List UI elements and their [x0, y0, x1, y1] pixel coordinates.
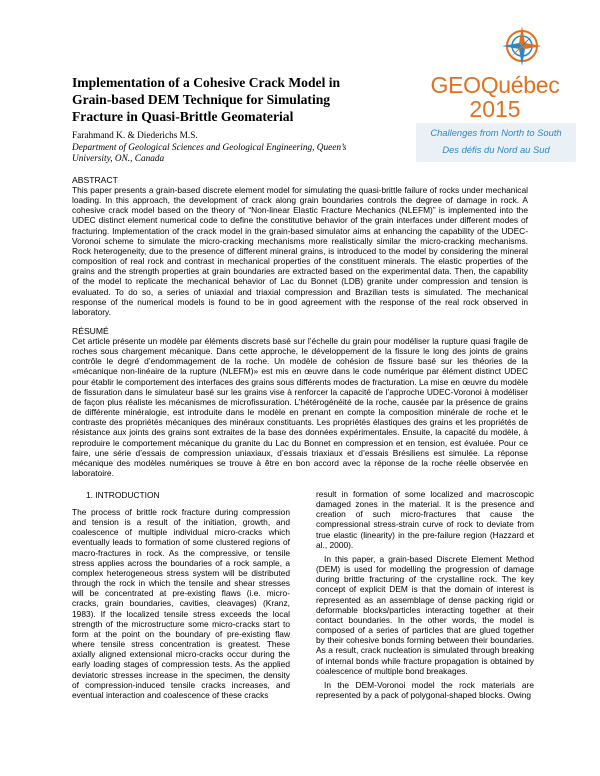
- title-line: Implementation of a Cohesive Crack Model in: [72, 75, 341, 90]
- abstract-heading: ABSTRACT: [72, 175, 118, 185]
- author-block: [72, 131, 372, 166]
- resume-heading: RÉSUMÉ: [72, 326, 109, 336]
- introduction-heading: 1. INTRODUCTION: [86, 490, 160, 500]
- authors: Farahmand K. & Diederichs M.S.: [72, 131, 198, 141]
- title-line: Grain-based DEM Technique for Simulating: [72, 92, 331, 107]
- tagline-en: Challenges from North to South: [430, 127, 562, 138]
- paper-title: [72, 74, 372, 125]
- paragraph: In this paper, a grain-based Discrete Element Method (DEM) is used for modelling the progression of damage during brittle fracturing of the crystalline rock. The key concept of explicit DEM is that the domain of interest is represented as an assemblage of dense packing rigid or deformable blocks/particles interacting together at their contact boundaries. In the other words, the model is composed of a series of particles that are glued together by their cohesive bonds forming between their boundaries. As a result, crack nucleation is simulated through breaking of internal bonds while fracture propagation is obtained by coalescence of multiple bond breakages.: [316, 553, 534, 676]
- paragraph: In the DEM-Voronoi model the rock materials are represented by a pack of polygonal-shaped blocks. Owing: [316, 679, 534, 700]
- logo-name: GEOQuébec: [430, 72, 560, 98]
- paragraph: The process of brittle rock fracture during compression and tension is a result of the initiation, growth, and coalescence of multiple individual micro-cracks which eventually leads to formation of some clustered regions of macro-fractures in rock. As the compressive, or tensile stress applies across the boundaries of a rock sample, a complex heterogeneous stress system will be distributed through the rock in which the tensile and shear stresses will be concentrated at pre-existing flaws (i.e. micro-cracks, grain boundaries, cavities, cleavages) (Kranz, 1983). If the localized tensile stress exceeds the local strength of the microstructure some micro-cracks start to form at the point on the boundary of pre-existing flaw where tensile stress concentration is greatest. These axially aligned extensional micro-cracks occur during the early loading stages of compression tests. As the applied deviatoric stresses increase in the specimen, the density of compression-induced tensile cracks increases, and eventual interaction and coalescence of these cracks: [72, 507, 290, 700]
- left-column: [72, 507, 290, 704]
- logo-year: 2015: [469, 96, 521, 122]
- affiliation: Department of Geological Sciences and Geological Engineering, Queen’s University, ON., Canada: [72, 142, 347, 164]
- title-line: Fracture in Quasi-Brittle Geomaterial: [72, 109, 294, 124]
- resume-text: Cet article présente un modèle par éléments discrets basé sur l’échelle du grain pour modéliser la rupture quasi fragile de roches sous chargement mécanique. Dans cette approche, le développement de la fissure le long des joints de grains contrôle le degré d’endommagement de la roche. Un modèle de cohésion de fissure basé sur les théories de la «mécanique non-linéaire de la rupture (NLEFM)» est mis en œuvre dans le code numérique par élément distinct UDEC pour établir le comportement des interfaces des grains sous différents modes de fracturation. La mise en œuvre du modèle de fissuration dans le simulateur basé sur les grains vise à renforcer la capacité de l’approche UDEC-Voronoi à modéliser de façon plus réaliste les mécanismes de microfissuration. L’hétérogénéité de la roche, causée par la présence de grains de différente minéralogie, est introduite dans le modèle en prenant en compte la composition minérale de roche et le contraste des propriétés mécaniques des minéraux constituants. Les propriétés élastiques des grains et les propriétés de résistance aux joints des grains sont extraites de la base des données expérimentales. Ensuite, la capacité du modèle, à reproduire le comportement mécanique du granite du Lac du Bonnet en compression et en tension, est évaluée. Pour ce faire, une série d’essais de compression uniaxiaux, d’essais triaxiaux et d’essais Brésiliens est simulée. La réponse mécanique des modèles numériques se trouve à être en bon accord avec la réponse de la roche réelle observée en laboratoire.: [72, 336, 528, 479]
- paragraph: result in formation of some localized and macroscopic damaged zones in the material. It is the presence and creation of such micro-fractures that cause the compressional stress-strain curve of rock to deviate from true elastic (linearity) in the pre-failure region (Hazzard et al., 2000).: [316, 489, 534, 550]
- right-column: [316, 489, 534, 704]
- tagline-fr: Des défis du Nord au Sud: [442, 144, 550, 155]
- abstract-text: This paper presents a grain-based discrete element model for simulating the quasi-brittle failure of rocks under mechanical loading. In this approach, the development of crack along grain boundaries controls the degree of damage in rock. A cohesive crack model based on the theory of “Non-linear Elastic Fracture Mechanics (NLEFM)” is implemented into the UDEC distinct element numerical code to define the constitutive behavior of the grain interfaces under different modes of fracturing. Implementation of the crack model in the grain-based simulator aims at enhancing the capability of the UDEC-Voronoi scheme to simulate the micro-cracking mechanisms more realistically similar the micro-cracking mechanisms. Rock heterogeneity, due to the presence of different mineral grains, is introduced to the model by considering the mineral composition of real rock and contrast in mechanical properties of the constituent minerals. The elastic properties of the grains and the strength properties at grain boundaries are extracted based on the experimental data. Then, the capability of the model to replicate the mechanical behavior of Lac du Bonnet (LDB) granite under compression and tension is evaluated. To do so, a series of uniaxial and triaxial compression and Brazilian tests is simulated. The mechanical response of the numerical models is found to be in good agreement with the response of the real rock observed in laboratory.: [72, 185, 528, 317]
- compass-rose-icon: [502, 26, 542, 66]
